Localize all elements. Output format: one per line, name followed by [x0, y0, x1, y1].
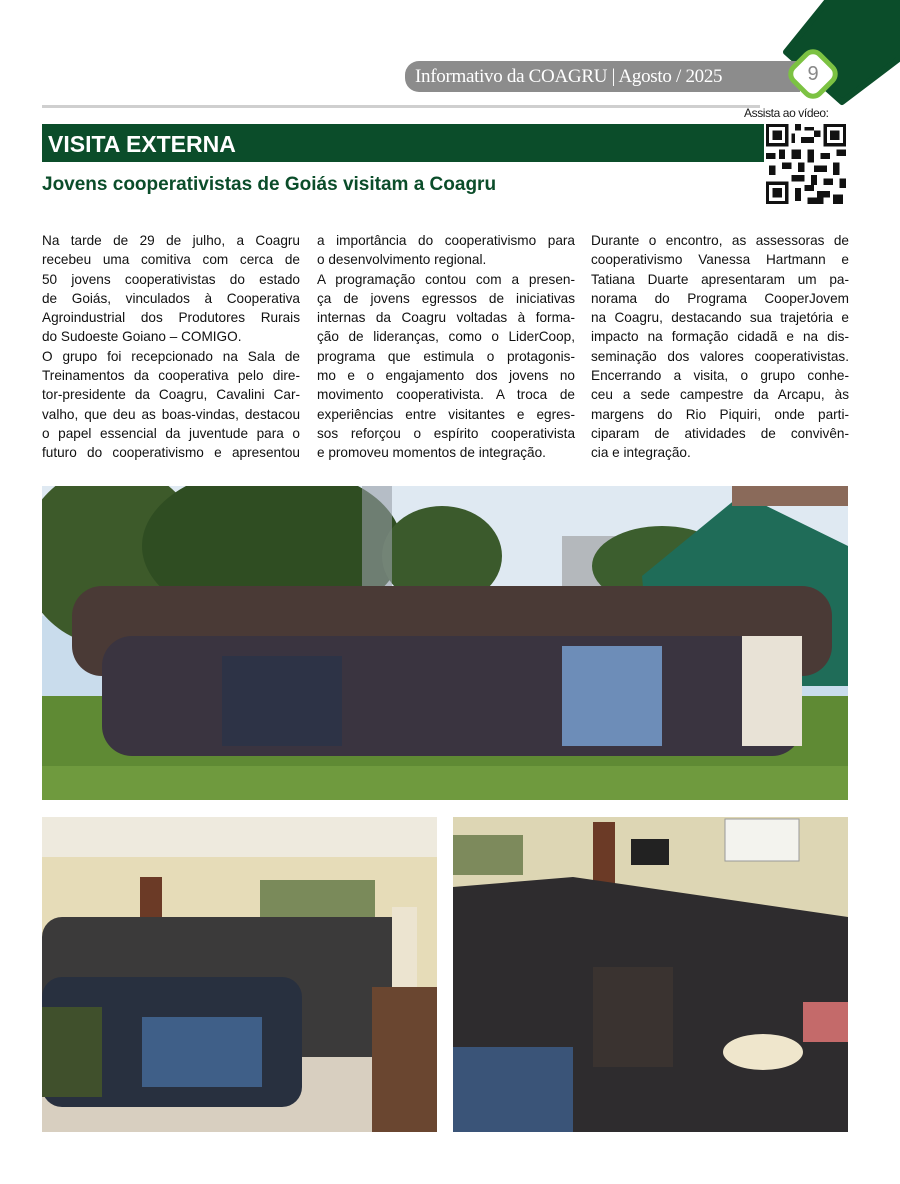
article-line: seminação dos valores cooperativistas. — [591, 348, 849, 364]
article-line: sos reforçou o espírito cooperativista — [317, 425, 575, 441]
article-column-3 — [591, 231, 849, 463]
article-line: Na tarde de 29 de julho, a Coagru — [42, 233, 300, 248]
article-line: o desenvolvimento regional. — [317, 252, 487, 268]
article-line: a importância do cooperativismo para — [317, 233, 575, 248]
article-line: ceu a sede campestre da Arcapu, às — [591, 387, 849, 403]
corner-decoration — [0, 0, 900, 120]
article-line: A programação contou com a presen- — [317, 271, 575, 287]
page-number: 9 — [807, 63, 819, 85]
article-line: ça de jovens egressos de iniciativas — [317, 290, 575, 306]
training-room-photo-2 — [453, 817, 848, 1132]
group-photo — [42, 486, 848, 800]
article-line: movimento cooperativista. A troca de — [317, 387, 575, 403]
article-line: mo e o engajamento dos jovens no — [317, 368, 575, 384]
article-line: Encerrando a visita, o grupo conhe- — [591, 368, 849, 384]
article-column-2 — [317, 231, 575, 463]
article-line: e promoveu momentos de integração. — [317, 445, 546, 461]
article-line: o papel essencial da juventude para o — [42, 425, 300, 441]
article-line: na Coagru, destacando sua trajetória e — [591, 310, 849, 326]
training-room-photo-1 — [42, 817, 437, 1132]
article-line: do Sudoeste Goiano – COMIGO. — [42, 329, 242, 345]
article-line: internas da Coagru voltadas à forma- — [317, 310, 575, 326]
article-line: futuro do cooperativismo e apresentou — [42, 445, 300, 461]
article-headline: Jovens cooperativistas de Goiás visitam a Coagru — [42, 174, 497, 195]
article-line: recebeu uma comitiva com cerca de — [42, 252, 300, 268]
article-line: Agroindustrial dos Produtores Rurais — [42, 310, 300, 326]
article-line: ção de lideranças, como o LiderCoop, — [317, 329, 575, 345]
article-line: Tatiana Duarte apresentaram um pa- — [591, 271, 849, 287]
article-line: cooperativismo Vanessa Hartmann e — [591, 252, 849, 268]
group-of-people — [72, 586, 832, 756]
video-label: Assista ao vídeo: — [744, 106, 829, 120]
article-line: tor-presidente da Coagru, Cavalini Car- — [42, 387, 300, 403]
article-line: Treinamentos da cooperativa pelo dire- — [42, 368, 300, 384]
article-line: norama do Programa CooperJovem — [591, 290, 849, 306]
article-line: impacto na formação cidadã e na dis- — [591, 329, 849, 345]
article-column-1 — [42, 231, 300, 463]
section-title: VISITA EXTERNA — [42, 124, 764, 162]
header-divider — [42, 105, 760, 108]
article-line: programa que estimula o protagonis- — [317, 348, 575, 364]
qr-code-icon[interactable] — [766, 124, 846, 204]
article-line: margens do Rio Piquiri, onde parti- — [591, 406, 849, 422]
article-line: 50 jovens cooperativistas do estado — [42, 271, 300, 287]
article-line: valho, que deu as boas-vindas, destacou — [42, 406, 300, 422]
article-line: cia e integração. — [591, 445, 691, 461]
article-line: experiências entre visitantes e egres- — [317, 406, 575, 422]
article-line: ciparam de atividades de convivên- — [591, 425, 849, 441]
article-line: de Goiás, vinculados à Cooperativa — [42, 290, 300, 306]
publication-header: Informativo da COAGRU | Agosto / 2025 — [405, 61, 800, 92]
article-line: Durante o encontro, as assessoras de — [591, 233, 849, 248]
article-line: O grupo foi recepcionado na Sala de — [42, 348, 300, 364]
